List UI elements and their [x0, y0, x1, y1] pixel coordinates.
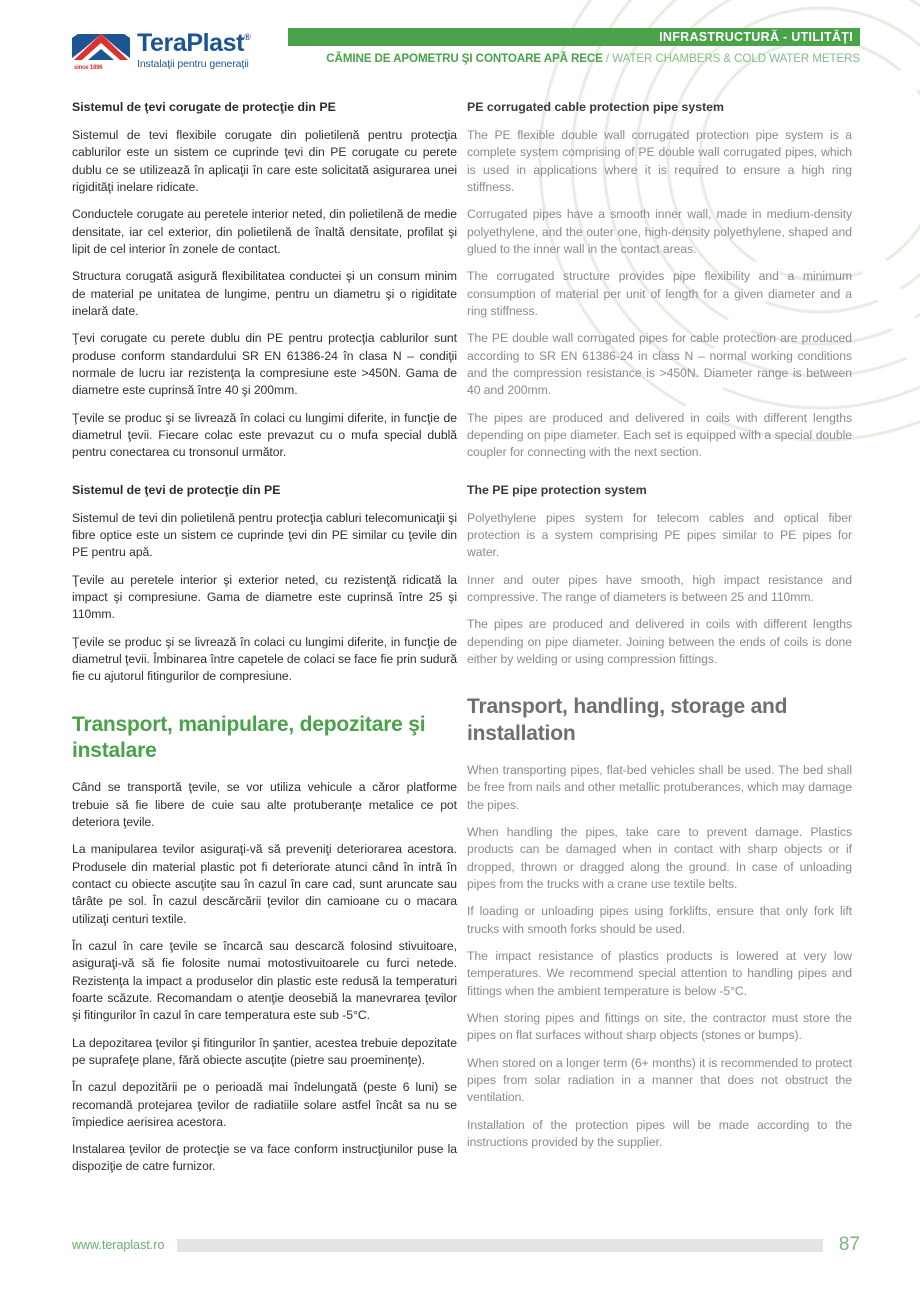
website-url[interactable]: www.teraplast.ro: [72, 1238, 165, 1252]
brand-text: [137, 30, 250, 71]
page-footer: [72, 1236, 860, 1254]
two-column-content: [72, 100, 852, 1186]
right-section3-paragraph: When transporting pipes, flat-bed vehicles shall be used. The bed shall be free from nails and other metallic protuberances, which may damage the pipes.: [467, 762, 852, 812]
page-header: [72, 28, 860, 86]
left-section3-paragraph: În cazul în care ţevile se încarcă sau descarcă folosind stivuitoare, asiguraţi-vă să fie folosite numai motostivuitoarele cu furci netede. Rezistenţa la impact a produselor din plastic este redusă la temperaturi foarte scăzute. Recomandam o atenţie deosebiă la manevrarea ţevilor şi fitingurilor în cazul în care temperatura este sub -5°C.: [72, 938, 457, 1023]
left-section1-paragraph: Structura corugată asigură flexibilitatea conductei şi un consum minim de material pe unitatea de lungime, pentru un diametru şi o rigiditate inelară date.: [72, 269, 457, 318]
subtitle-separator: /: [602, 52, 613, 65]
right-section1-paragraph: The pipes are produced and delivered in coils with different lengths depending on pipe diameter. Each set is equipped with a special double coupler for connecting with the next section.: [467, 410, 852, 460]
column-english: [467, 100, 852, 1186]
trademark-symbol: ®: [244, 31, 251, 42]
right-section2-paragraph: The pipes are produced and delivered in coils with different lengths depending on pipe diameter. Joining between the ends of coils is done either by welding or using compression fittings.: [467, 617, 852, 666]
left-section2-heading: Sistemul de ţevi de protecţie din PE: [72, 482, 281, 497]
subtitle-en: WATER CHAMBERS & COLD WATER METERS: [612, 52, 860, 65]
right-section3-paragraph: The impact resistance of plastics products is lowered at very low temperatures. We recommend special attention to handling pipes and fittings when the ambient temperature is below -5°C.: [467, 948, 852, 998]
left-section2-paragraph: Ţevile au peretele interior şi exterior neted, cu rezistenţă ridicată la impact şi compresiune. Gama de diametre este cuprinsă între 25 şi 110mm.: [72, 572, 457, 622]
left-section2-paragraph: Ţevile se produc şi se livrează în colaci cu lungimi diferite, in funcţie de diametrul ţevii. Îmbinarea între capetele de colaci se face fie prin sudură fie cu ajutorul fitingurilor de compresiune.: [72, 634, 457, 684]
logo-since-label: since 1896: [74, 65, 103, 71]
subtitle-ro: CĂMINE DE APOMETRU ŞI CONTOARE APĂ RECE: [326, 52, 603, 65]
right-section3-paragraph: When handling the pipes, take care to prevent damage. Plastics products can be damaged when in contact with sharp objects or if dropped, thrown or dragged along the ground. In case of unloading pipes from the trucks with a crane use textile belts.: [467, 824, 852, 891]
right-section3-paragraph: When storing pipes and fittings on site, the contractor must store the pipes on flat surfaces without sharp objects (stones or bumps).: [467, 1010, 852, 1043]
left-section3-paragraph: Când se transportă ţevile, se vor utiliza vehicule a căror platforme trebuie să fie libere de cuie sau alte protuberanţe metalice ce pot deteriora ţevile.: [72, 780, 457, 829]
right-section3-paragraph: When stored on a longer term (6+ months) it is recommended to protect pipes from solar radiation in a manner that does not obstruct the ventilation.: [467, 1055, 852, 1105]
brand-tagline: Instalaţii pentru generaţii: [137, 58, 249, 70]
right-section1-paragraph: The corrugated structure provides pipe flexibility and a minimum consumption of material per unit of length for a given diameter and a ring stiffness.: [467, 269, 852, 318]
left-section3-paragraph: La manipularea tevilor asiguraţi-vă să preveniţi deteriorarea acestora. Produsele din material plastic pot fi deteriorate atunci când în intră în contact cu obiecte ascuţite sau în cazul în care cad, sunt aruncate sau târâte pe sol. În cazul descărcării ţevilor din camioane cu o macara utilizaţi centuri textile.: [72, 842, 457, 926]
left-section3-paragraph: Instalarea ţevilor de protecţie se va face conform instrucţiunilor puse la dispoziţie de catre furnizor.: [72, 1142, 457, 1174]
brand-name: TeraPlast®: [137, 29, 251, 57]
right-section2-paragraph: Inner and outer pipes have smooth, high impact resistance and compressive. The range of diameters is between 25 and 110mm.: [467, 572, 852, 604]
left-section3-heading: Transport, manipulare, depozitare şi instalare: [72, 712, 426, 763]
right-section3-paragraph: Installation of the protection pipes will be made according to the instructions provided by the supplier.: [467, 1117, 852, 1149]
teraplast-logo-icon: [72, 30, 130, 70]
left-section1-paragraph: Ţevile se produc şi se livrează în colaci cu lungimi diferite, in funcţie de diametrul ţevii. Fiecare colac este prevazut cu o mufa special dublă pentru conectarea cu tronsonul următor.: [72, 410, 457, 460]
left-section1-paragraph: Ţevi corugate cu perete dublu din PE pentru protecţia cablurilor sunt produse conform standardului SR EN 61386-24 în clasa N – condiţii normale de lucru iar rezistenţa la compresiune este >450N. Gama de diametre este cuprinsă între 40 şi 200mm.: [72, 331, 457, 398]
header-title-block: [288, 28, 860, 65]
left-section1-paragraph: Conductele corugate au peretele interior neted, din polietilenă de medie densitate, iar cel exterior, din polietilenă de înaltă densitate, profilat şi lipit de cel interior în zonele de contact.: [72, 207, 457, 256]
right-section1-paragraph: The PE flexible double wall corrugated protection pipe system is a complete system comprising of PE double wall corrugated pipes, which is used in applications where it is required to ensure a high ring stiffness.: [467, 127, 852, 194]
left-section1-paragraph: Sistemul de tevi flexibile corugate din polietilenă pentru protecţia cablurilor este un sistem ce cuprinde ţevi din PE corugate cu perete dublu ce se utilizează în aplicaţii în care este solicitată asigurarea unei rigidităţi inelare ridicate.: [72, 127, 457, 194]
category-bar: [288, 28, 860, 46]
right-section3-paragraph: If loading or unloading pipes using forklifts, ensure that only fork lift trucks with smooth forks should be used.: [467, 904, 852, 936]
header-subtitle: [288, 52, 860, 65]
right-section1-heading: PE corrugated cable protection pipe system: [467, 100, 724, 114]
right-section1-paragraph: Corrugated pipes have a smooth inner wall, made in medium-density polyethylene, and the outer one, high-density polyethylene, shaped and glued to the inner wall in the contact areas.: [467, 207, 852, 256]
right-section3-heading: Transport, handling, storage and installation: [467, 695, 788, 746]
brand-logo: [72, 30, 250, 71]
left-section1-heading: Sistemul de ţevi corugate de protecţie din PE: [72, 100, 336, 114]
left-section3-paragraph: La depozitarea ţevilor şi fitingurilor în şantier, acestea trebuie depozitate pe suprafeţe plane, fără obiecte ascuţite (pietre sau proeminenţe).: [72, 1035, 457, 1067]
right-section2-heading: The PE pipe protection system: [467, 482, 647, 497]
page-number: 87: [838, 1234, 860, 1255]
category-label: INFRASTRUCTURĂ - UTILITĂŢI: [659, 30, 853, 44]
right-section1-paragraph: The PE double wall corrugated pipes for cable protection are produced according to SR EN 61386-24 in class N – normal working conditions and the compression resistance is >450N. Diameter range is between 40 and 200mm.: [467, 331, 852, 398]
footer-divider: [177, 1239, 822, 1252]
left-section2-paragraph: Sistemul de tevi din polietilenă pentru protecţia cabluri telecomunicaţii şi fibre optice este un sistem ce cuprinde ţevi din PE similar cu ţevile din PE pentru apă.: [72, 510, 457, 560]
column-romanian: [72, 100, 457, 1186]
left-section3-paragraph: În cazul depozitării pe o perioadă mai îndelungată (peste 6 luni) se recomandă protejarea ţevilor de radiatiile solare astfel încât sa nu se împiedice aerisirea acestora.: [72, 1080, 457, 1129]
right-section2-paragraph: Polyethylene pipes system for telecom cables and optical fiber protection is a system comprising PE pipes similar to PE pipes for water.: [467, 510, 852, 560]
